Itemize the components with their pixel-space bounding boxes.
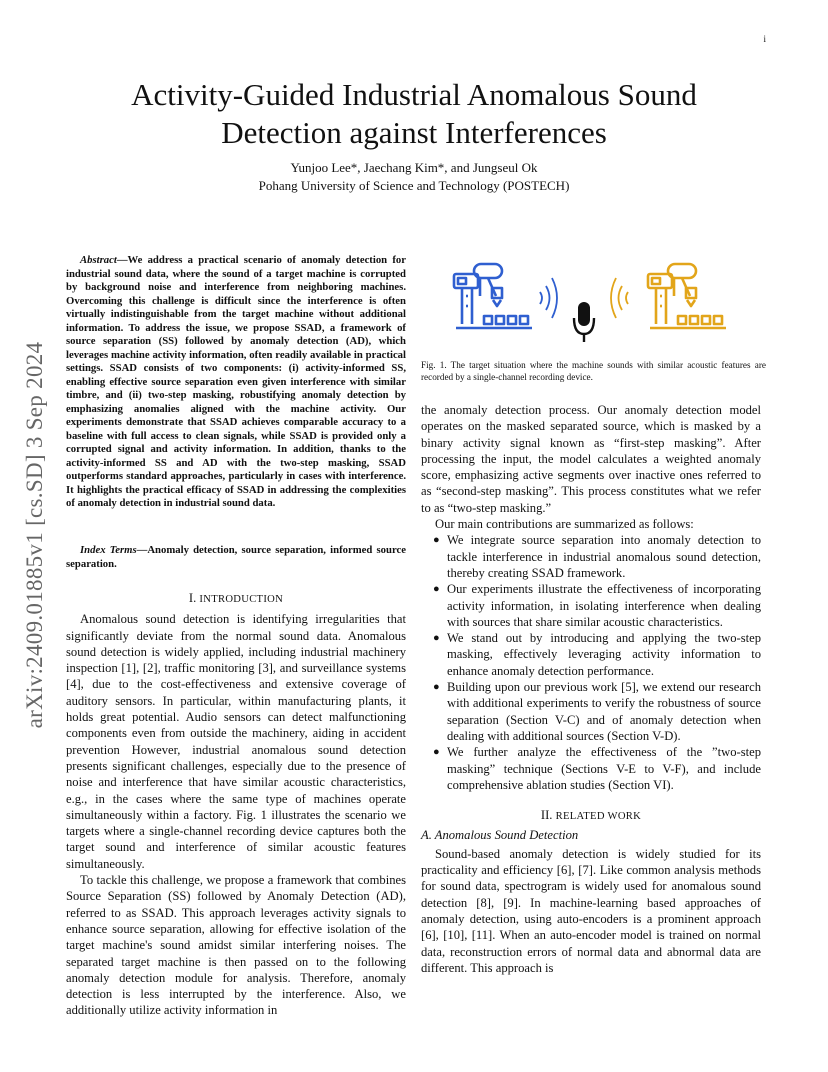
paper-title	[66, 76, 762, 152]
microphone-icon	[574, 302, 594, 342]
index-terms	[66, 544, 406, 571]
authors: Yunjoo Lee*, Jaechang Kim*, and Jungseul Ok	[290, 160, 538, 175]
section-heading-introduction: I. INTRODUCTION	[188, 591, 284, 605]
abstract-text: —We address a practical scenario of anomaly detection for industrial sound data, where the sound of a target machine is corrupted by background noise and interference from neighboring machines. Overcoming this challenge is difficult since the interference is often virtually indistinguishable from the target machine without additional information. To address the issue, we propose SSAD, a framework of source separation (SS) followed by anomaly detection (AD), which leverages machine activity information, often readily available in practical settings. SSAD consists of two components: (i) activity-informed SS, enabling effective source separation even given interference with similar timbre, and (ii) two-step masking, robustifying anomaly detection by emphasizing anomalies aligned with the machine activity. Our experiments demonstrate that SSAD achieves comparable accuracy to a baseline with full access to clean signals, while SSAD is provided only a corrupted signal and activity information. In addition, thanks to the activity-informed SS and AD with the two-step masking, SSAD outperforms standard approaches, particularly in cases with interference. It highlights the practical efficacy of SSAD in addressing the complexities of anomaly detection in industrial sound data.	[66, 254, 406, 509]
figure-caption: Fig. 1. The target situation where the machine sounds with similar acoustic features are recorded by a single-channel recording device.	[421, 360, 766, 382]
related-paragraph-1: Sound-based anomaly detection is widely studied for its practicality and efficiency [6], [7]. Like common analysis methods for sound data, spectrogram is widely used for anomalous sound detection [8], [9]. In machine-learning based approaches of anomaly detection, using auto-encoders is a prominent approach [6], [10], [11]. When an auto-encoder model is trained on normal data, reconstruction errors of normal data and abnormal data are different. This approach is	[421, 846, 761, 975]
right-paragraph-1: the anomaly detection process. Our anomaly detection model operates on the masked separated source, which is masked by a binary activity signal known as “first-step masking”. After processing the input, the model calculates a weighted anomaly score, emphasizing active segments over inactive ones referred to as “second-step masking”. This process constitutes what we refer to as “two-step masking.”	[421, 403, 761, 515]
title-line-2: Detection against Interferences	[221, 115, 607, 150]
abstract	[66, 254, 406, 511]
list-item: ● We stand out by introducing and applying the two-step masking, effectively leveraging activity information to enhance anomaly detection performance.	[433, 631, 761, 678]
machine-left-icon	[454, 264, 532, 328]
introduction-section	[66, 590, 406, 1019]
title-line-1: Activity-Guided Industrial Anomalous Sound	[131, 77, 697, 112]
sound-wave-right-icon	[611, 278, 628, 318]
section-heading-related-work: II. RELATED WORK	[540, 808, 642, 823]
index-text: —Anomaly detection, source separation, informed source separation.	[66, 544, 406, 570]
sound-wave-left-icon	[540, 278, 557, 318]
list-item: ● We further analyze the effectiveness of the ”two-step masking” technique (Sections V-E to V-F), and include comprehensive ablation studies (Section VI).	[433, 745, 761, 792]
figure-1-illustration	[440, 256, 772, 352]
subsection-heading: A. Anomalous Sound Detection	[421, 828, 579, 843]
list-item: ● Our experiments illustrate the effectiveness of incorporating activity information, in isolating interference when dealing with sources that share similar acoustic characteristics.	[433, 582, 761, 629]
arxiv-stamp: arXiv:2409.01885v1 [cs.SD] 3 Sep 2024	[22, 341, 47, 729]
intro-paragraph-2: To tackle this challenge, we propose a framework that combines Source Separation (SS) followed by Anomaly Detection (AD), referred to as SSAD. This approach leverages activity signals to enhance source separation, allowing for effective isolation of the target machine's sound amidst similar interfering noises. The separated target machine is then passed on to the following anomaly detection module for analysis. Therefore, anomaly detection is less interrupted by the interference. Also, we additionally utilize activity information in	[66, 873, 406, 1018]
machine-right-icon	[648, 264, 726, 328]
index-label: Index Terms	[80, 544, 137, 556]
contributions-list	[421, 532, 761, 793]
page-number: i	[763, 34, 766, 44]
intro-paragraph-1: Anomalous sound detection is identifying irregularities that significantly deviate from the normal sound data. Anomalous sound detection is widely applied, including industrial machinery inspection [1], [2], traffic monitoring [3], and surveillance systems [4], due to the cost-effectiveness and extensive coverage of auditory sensors. In particular, within manufacturing plants, it holds great potential. Audio sensors can detect malfunctioning components even from outside the machinery, aiding in accident prevention However, industrial anomalous sound detection presents significant challenges, especially due to the presence of noise and interference that have similar acoustic characteristics, e.g., in the cases where the same type of machines operate simultaneously within a factory. Fig. 1 illustrates the scenario we targets where a single-channel recording device captures both the target sound and interference of similar acoustic features simultaneously.	[66, 612, 406, 871]
affiliation: Pohang University of Science and Technology (POSTECH)	[258, 178, 570, 193]
contributions-intro: Our main contributions are summarized as follows:	[435, 517, 694, 532]
right-column-text	[421, 402, 761, 976]
author-block	[66, 159, 762, 195]
abstract-label: Abstract	[80, 254, 117, 266]
list-item: ● Building upon our previous work [5], we extend our research with additional experiments to verify the robustness of source separation (Section V-C) and of anomaly detection when dealing with additional sources (Section V-D).	[433, 680, 761, 743]
list-item: ● We integrate source separation into anomaly detection to tackle interference in industrial anomalous sound detection, thereby creating SSAD framework.	[433, 533, 761, 580]
